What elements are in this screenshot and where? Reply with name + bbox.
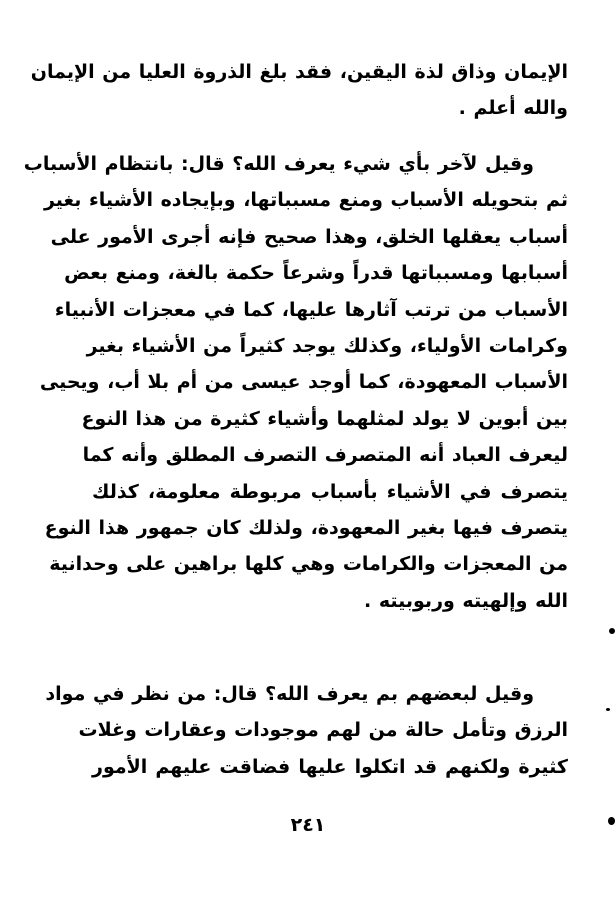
text-line: كثيرة ولكنهم قد اتكلوا عليها فضاقت عليهم الأمور bbox=[92, 755, 568, 778]
text-line: وقيل لبعضهم بم يعرف الله؟ قال: من نظر في مواد bbox=[45, 683, 534, 705]
paragraph-2 bbox=[23, 146, 568, 619]
margin-mark bbox=[608, 817, 615, 825]
text-line: وكرامات الأولياء، وكذلك يوجد كثيراً من الأشياء بغير bbox=[86, 335, 568, 358]
text-line: الأسباب من ترتب آثارها عليها، كما في معجزات الأنبياء bbox=[54, 298, 568, 321]
text-line: يتصرف فيها بغير المعهودة، ولذلك كان جمهور هذا النوع bbox=[44, 517, 568, 540]
text-line: الله وإلهيته وربوبيته . bbox=[364, 589, 568, 612]
text-line: الأسباب المعهودة، كما أوجد عيسى من أم بلا أب، ويحيى bbox=[39, 371, 568, 394]
text-line: بين أبوين لا يولد لمثلهما وأشياء كثيرة من هذا النوع bbox=[81, 407, 568, 430]
margin-mark bbox=[606, 708, 610, 711]
text-line: من المعجزات والكرامات وهي كلها براهين على وحدانية bbox=[49, 553, 568, 576]
text-line: ليعرف العباد أنه المتصرف التصرف المطلق وأنه كما bbox=[82, 444, 568, 467]
page-number: ٢٤١ bbox=[290, 814, 326, 836]
text-line: ثم بتحويله الأسباب ومنع مسبباتها، وبإيجاده الأشياء بغير bbox=[43, 189, 568, 212]
text-line: وقيل لآخر بأي شيء يعرف الله؟ قال: بانتظام الأسباب bbox=[23, 153, 534, 175]
paragraph-1 bbox=[30, 54, 568, 127]
text-line: أسباب يعقلها الخلق، وهذا صحيح فإنه أجرى الأمور على bbox=[50, 225, 568, 248]
text-line: أسبابها ومسبباتها قدراً وشرعاً حكمة بالغة، ومنع بعض bbox=[64, 262, 568, 285]
text-line: والله أعلم . bbox=[458, 97, 568, 120]
text-line: يتصرف في الأشياء بأسباب مربوطة معلومة، كذلك bbox=[92, 480, 568, 503]
paragraph-3 bbox=[45, 676, 568, 785]
margin-mark bbox=[609, 628, 615, 634]
text-line: الإيمان وذاق لذة اليقين، فقد بلغ الذروة العليا من الإيمان bbox=[30, 61, 568, 83]
text-line: الرزق وتأمل حالة من لهم موجودات وعقارات وغلات bbox=[78, 719, 568, 742]
